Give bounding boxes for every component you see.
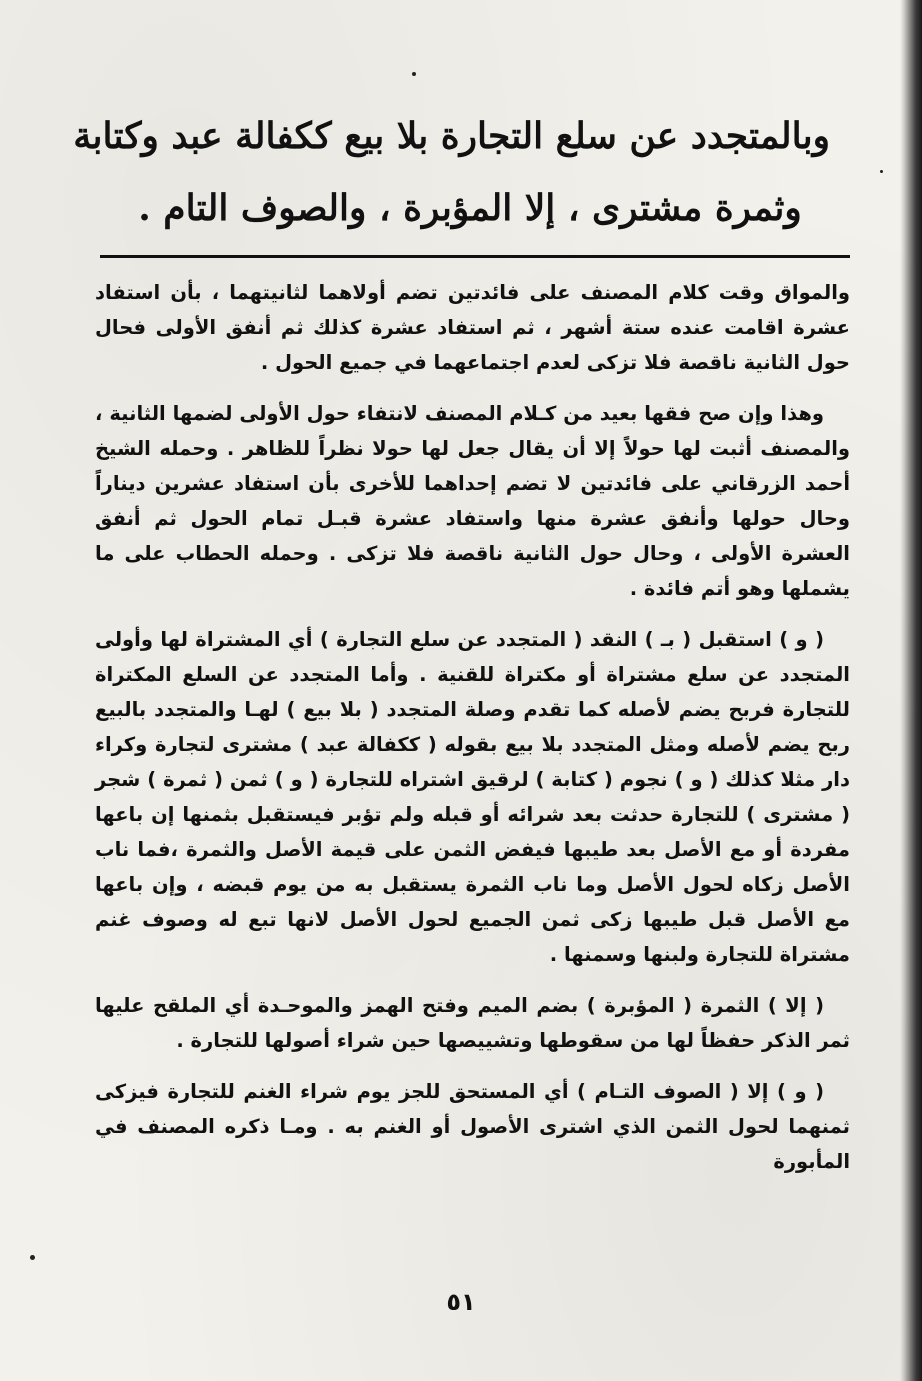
paragraph-4: ( إلا ) الثمرة ( المؤبرة ) بضم الميم وفتح الهمز والموحـدة أي الملقح عليها ثمر الذكر حفظاً لها من سقوطها وتشييصها حين شراء أصولها للتجارة . <box>95 994 850 1052</box>
scan-speck <box>30 1255 35 1260</box>
paragraph-1: والمواق وقت كلام المصنف على فائدتين تضم أولاهما لثانيتهما ، بأن استفاد عشرة اقامت عنده ستة أشهر ، ثم استفاد عشرة كذلك ثم أنفق الأولى فحال حول الثانية ناقصة فلا تزكى لعدم اجتماعهما في جميع الحول . <box>95 281 850 374</box>
paragraph-2: وهذا وإن صح فقها بعيد من كـلام المصنف لانتفاء حول الأولى لضمها الثانية ، والمصنف أثبت لها حولاً إلا أن يقال جعل لها حولا نظراً للظاهر . وحمله الشيخ أحمد الزرقاني على فائدتين لا تضم إحداهما للأخرى بأن استفاد عشرين ديناراً وحال حولها وأنفق عشرة منها واستفاد عشرة قبـل تمام الحول ثم أنفق العشرة الأولى ، وحال حول الثانية ناقصة فلا تزكى . وحمله الحطاب على ما يشملها وهو أتم فائدة . <box>95 402 850 600</box>
paragraph-5: ( و ) إلا ( الصوف التـام ) أي المستحق للجز يوم شراء الغنم للتجارة فيزكى ثمنهما لحول الثمن الذي اشترى الأصول أو الغنم به . ومـا ذكره المصنف في المأبورة <box>95 1080 850 1173</box>
page-number: ٥١ <box>446 1288 476 1316</box>
header-divider <box>100 255 850 258</box>
scan-speck <box>880 170 883 173</box>
matn-line-1: وبالمتجدد عن سلع التجارة بلا بيع ككفالة عبد وكتابة <box>73 115 830 157</box>
paragraph-3: ( و ) استقبل ( بـ ) النقد ( المتجدد عن سلع التجارة ) أي المشتراة لها وأولى المتجدد عن سلع مشتراة أو مكتراة للقنية . وأما المتجدد عن السلع المكتراة للتجارة فربح يضم لأصله كما تقدم وصلة المتجدد ( بلا بيع ) لهـا والمتجدد بالبيع ربح يضم لأصله ومثل المتجدد بلا بيع بقوله ( ككفالة عبد ) مشترى لتجارة وكراء دار مثلا كذلك ( و ) نجوم ( كتابة ) لرقيق اشتراه للتجارة ( و ) ثمن ( ثمرة ) شجر ( مشترى ) للتجارة حدثت بعد شرائه أو قبله ولم تؤبر فيستقبل بثمنها إن باعها مفردة أو مع الأصل بعد طيبها فيفض الثمن على قيمة الأصل والثمرة ،فما ناب الأصل زكاه لحول الأصل وما ناب الثمرة يستقبل به من يوم قبضه ، وإن باعها مع الأصل قبل طيبها زكى ثمن الجميع لحول الأصل لانها تبع له وصوف غنم مشتراة للتجارة ولبنها وسمنها . <box>95 628 850 966</box>
page-edge-shadow <box>900 0 922 1381</box>
commentary-body <box>95 275 850 1195</box>
matn-line-2: وثمرة مشترى ، إلا المؤبرة ، والصوف التام . <box>138 187 802 229</box>
scan-speck <box>412 72 416 76</box>
matn-header <box>73 100 830 244</box>
